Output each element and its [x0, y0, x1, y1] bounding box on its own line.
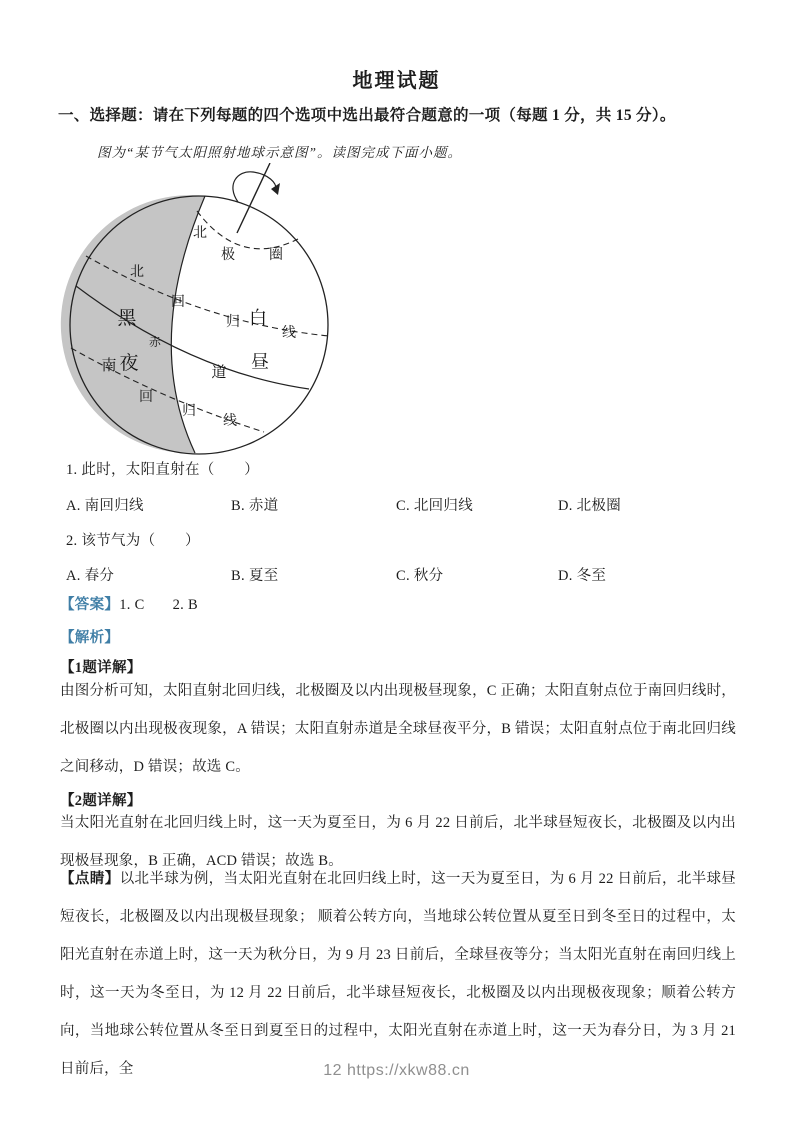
- tropic-of-cancer-label-char: 归: [226, 315, 240, 330]
- night-label-char: 黑: [117, 308, 137, 329]
- answer-2: 2. B: [172, 597, 198, 613]
- earth-illumination-diagram: [55, 163, 355, 463]
- tropic-of-capricorn-label-char: 归: [182, 404, 196, 419]
- question-1-option-b: B. 赤道: [231, 498, 279, 514]
- arctic-circle-label-char: 极: [221, 248, 235, 263]
- analysis-label-text: 【解析】: [60, 630, 120, 646]
- question-2-option-c: C. 秋分: [396, 568, 444, 584]
- footer-url-link[interactable]: https://xkw88.cn: [347, 1062, 470, 1079]
- day-label-char: 白: [249, 308, 267, 328]
- question-2-options: [58, 564, 738, 584]
- equator-label-char: 赤: [148, 335, 162, 349]
- tropic-of-capricorn-label-char: 南: [101, 358, 117, 374]
- tips-paragraph: [60, 860, 736, 1088]
- question-2-option-d: D. 冬至: [558, 568, 607, 584]
- arctic-circle-line: [197, 211, 298, 249]
- day-label-char: 昼: [251, 352, 269, 372]
- answer-1: 1. C: [119, 597, 145, 613]
- rotation-arrow-arc: [233, 172, 276, 202]
- page-title: 地理试题: [352, 70, 441, 92]
- page-footer: [0, 1062, 793, 1080]
- tropic-of-cancer-label-char: 回: [171, 295, 185, 310]
- arctic-circle-label-char: 圈: [269, 248, 283, 263]
- question-2-option-b: B. 夏至: [231, 568, 279, 584]
- tropic-of-capricorn-label-char: 回: [139, 390, 153, 405]
- section-header: 一、选择题：请在下列每题的四个选项中选出最符合题意的一项（每题 1 分，共 15 分）。: [58, 107, 676, 124]
- question-1-option-d: D. 北极圈: [558, 498, 622, 514]
- detail-2-paragraph: 当太阳光直射在北回归线上时，这一天为夏至日，为 6 月 22 日前后，北半球昼短夜长，北极圈及以内出现极昼现象，B 正确，ACD 错误；故选 B。: [60, 815, 736, 869]
- question-1-options: [58, 494, 738, 514]
- night-label-char: 夜: [119, 353, 139, 374]
- intro-note: 图为“某节气太阳照射地球示意图”。读图完成下面小题。: [97, 145, 463, 160]
- question-1-stem: 1. 此时，太阳直射在（ ）: [66, 462, 259, 478]
- arctic-circle-label-char: 北: [193, 226, 207, 241]
- tropic-of-cancer-label-char: 北: [130, 265, 144, 280]
- page-number: 12: [323, 1062, 343, 1079]
- equator-label-char: 道: [211, 365, 227, 381]
- detail-1-paragraph: 由图分析可知，太阳直射北回归线，北极圈及以内出现极昼现象，C 正确；太阳直射点位于南回归线时，北极圈以内出现极夜现象，A 错误；太阳直射赤道是全球昼夜平分，B 错误；太阳直射点位于南北回归线之间移动，D 错误；故选 C。: [60, 683, 736, 775]
- tips-text: 以北半球为例，当太阳光直射在北回归线上时，这一天为夏至日，为 6 月 22 日前后，北半球昼短夜长，北极圈及以内出现极昼现象； 顺着公转方向，当地球公转位置从夏至日到冬至日的过程中，太阳光直射在赤道上时，这一天为秋分日，为 9 月 23 日前后，全球昼夜等分；当太阳光直射在南回归线上时，这一天为冬至日，为 12 月 22 日前后，北半球昼短夜长，北极圈及以内出现极夜现象；顺着公转方向，当地球公转位置从冬至日到夏至日的过程中，太阳光直射在赤道上时，这一天为春分日，为 3 月 21 日前后，全: [60, 871, 737, 1077]
- answer-label: 【答案】: [60, 597, 120, 613]
- detail-2-heading: 【2题详解】: [60, 793, 142, 809]
- question-2-option-a: A. 春分: [66, 568, 115, 584]
- tropic-of-cancer-label-char: 线: [282, 326, 296, 341]
- tips-label: 【点睛】: [60, 871, 120, 887]
- answer-line: [60, 593, 198, 614]
- detail-1-heading: 【1题详解】: [60, 660, 142, 676]
- question-1-option-a: A. 南回归线: [66, 498, 144, 514]
- analysis-label: [60, 626, 119, 647]
- question-2-stem: 2. 该节气为（ ）: [66, 533, 200, 549]
- tropic-of-capricorn-label-char: 线: [223, 414, 237, 429]
- question-1-option-c: C. 北回归线: [396, 498, 474, 514]
